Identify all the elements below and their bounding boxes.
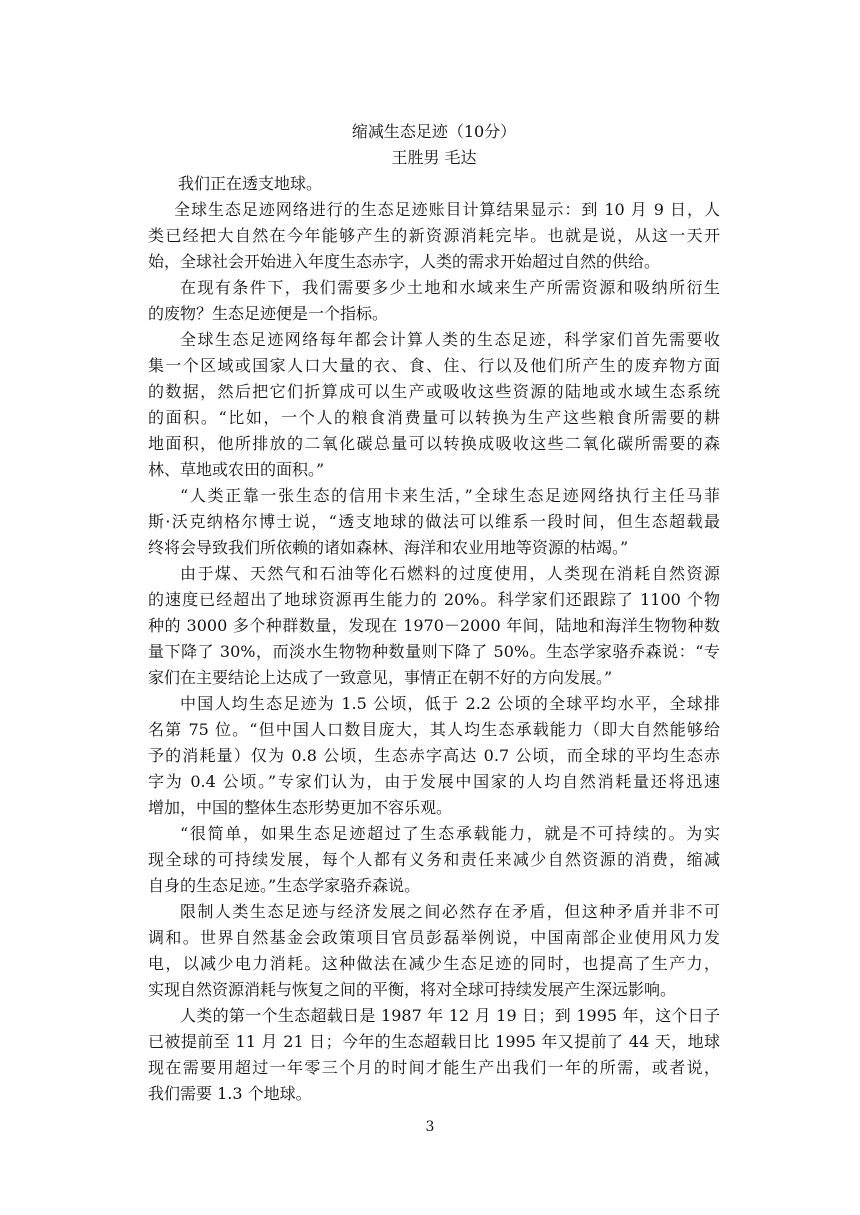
text-line: 名第 75 位。“但中国人口数目庞大，其人均生态承载能力（即大自然能够给 — [148, 720, 720, 739]
article-text — [148, 171, 720, 1107]
text-line: 的速度已经超出了地球资源再生能力的 20%。科学家们还跟踪了 1100 个物 — [148, 590, 720, 609]
text-line: 家们在主要结论上达成了一致意见，事情正在朝不好的方向发展。” — [148, 668, 613, 687]
text-line: 集一个区域或国家人口大量的衣、食、住、行以及他们所产生的废弃物方面 — [148, 356, 720, 375]
article-title: 缩减生态足迹（10分） — [351, 122, 517, 141]
text-line: 自身的生态足迹。”生态学家骆乔森说。 — [148, 876, 421, 895]
text-line: 电，以减少电力消耗。这种做法在减少生态足迹的同时，也提高了生产力， — [148, 954, 720, 973]
text-line: 人类的第一个生态超载日是 1987 年 12 月 19 日；到 1995 年，这个日子 — [180, 1006, 720, 1025]
text-line: 全球生态足迹网络每年都会计算人类的生态足迹，科学家们首先需要收 — [180, 330, 720, 349]
text-line: 的废物？生态足迹便是一个指标。 — [148, 304, 389, 323]
text-line: 限制人类生态足迹与经济发展之间必然存在矛盾，但这种矛盾并非不可 — [180, 902, 720, 921]
text-line: 始，全球社会开始进入年度生态赤字，人类的需求开始超过自然的供给。 — [148, 252, 661, 271]
text-line: 已被提前至 11 月 21 日；今年的生态超载日比 1995 年又提前了 44 天，地球 — [148, 1032, 720, 1051]
text-line: 终将会导致我们所依赖的诸如森林、海洋和农业用地等资源的枯竭。” — [148, 538, 629, 557]
text-line: “人类正靠一张生态的信用卡来生活，”全球生态足迹网络执行主任马菲 — [180, 486, 720, 505]
text-line: 调和。世界自然基金会政策项目官员彭磊举例说，中国南部企业使用风力发 — [148, 928, 720, 947]
text-line: 全球生态足迹网络进行的生态足迹账目计算结果显示：到 10 月 9 日，人 — [174, 200, 720, 219]
article-authors: 王胜男 毛达 — [391, 148, 477, 167]
text-line: 我们正在透支地球。 — [178, 174, 323, 193]
text-line: 林、草地或农田的面积。” — [148, 460, 325, 479]
text-line: 在现有条件下，我们需要多少土地和水域来生产所需资源和吸纳所衍生 — [180, 278, 720, 297]
text-line: 现在需要用超过一年零三个月的时间才能生产出我们一年的所需，或者说， — [148, 1058, 720, 1077]
text-line: 斯·沃克纳格尔博士说，“透支地球的做法可以维系一段时间，但生态超载最 — [148, 512, 720, 531]
page-number: 3 — [425, 1119, 435, 1135]
article-body — [148, 119, 720, 1107]
text-line: “很简单，如果生态足迹超过了生态承载能力，就是不可持续的。为实 — [180, 824, 720, 843]
text-line: 由于煤、天然气和石油等化石燃料的过度使用，人类现在消耗自然资源 — [180, 564, 720, 583]
text-line: 现全球的可持续发展，每个人都有义务和责任来减少自然资源的消费，缩减 — [148, 850, 720, 869]
text-line: 类已经把大自然在今年能够产生的新资源消耗完毕。也就是说，从这一天开 — [148, 226, 720, 245]
text-line: 实现自然资源消耗与恢复之间的平衡，将对全球可持续发展产生深远影响。 — [148, 980, 677, 999]
text-line: 量下降了 30%，而淡水生物物种数量则下降了 50%。生态学家骆乔森说：“专 — [148, 642, 720, 661]
text-line: 地面积，他所排放的二氧化碳总量可以转换成吸收这些二氧化碳所需要的森 — [148, 434, 720, 453]
text-line: 增加，中国的整体生态形势更加不容乐观。 — [148, 798, 453, 817]
text-line: 予的消耗量）仅为 0.8 公顷，生态赤字高达 0.7 公顷，而全球的平均生态赤 — [148, 746, 720, 765]
text-line: 的面积。“比如，一个人的粮食消费量可以转换为生产这些粮食所需要的耕 — [148, 408, 720, 427]
text-line: 种的 3000 多个种群数量，发现在 1970－2000 年间，陆地和海洋生物物种数 — [148, 616, 720, 635]
text-line: 字为 0.4 公顷。”专家们认为，由于发展中国家的人均自然消耗量还将迅速 — [148, 772, 720, 791]
text-line: 我们需要 1.3 个地球。 — [148, 1084, 312, 1103]
text-line: 中国人均生态足迹为 1.5 公顷，低于 2.2 公顷的全球平均水平，全球排 — [180, 694, 720, 713]
text-line: 的数据，然后把它们折算成可以生产或吸收这些资源的陆地或水域生态系统 — [148, 382, 720, 401]
